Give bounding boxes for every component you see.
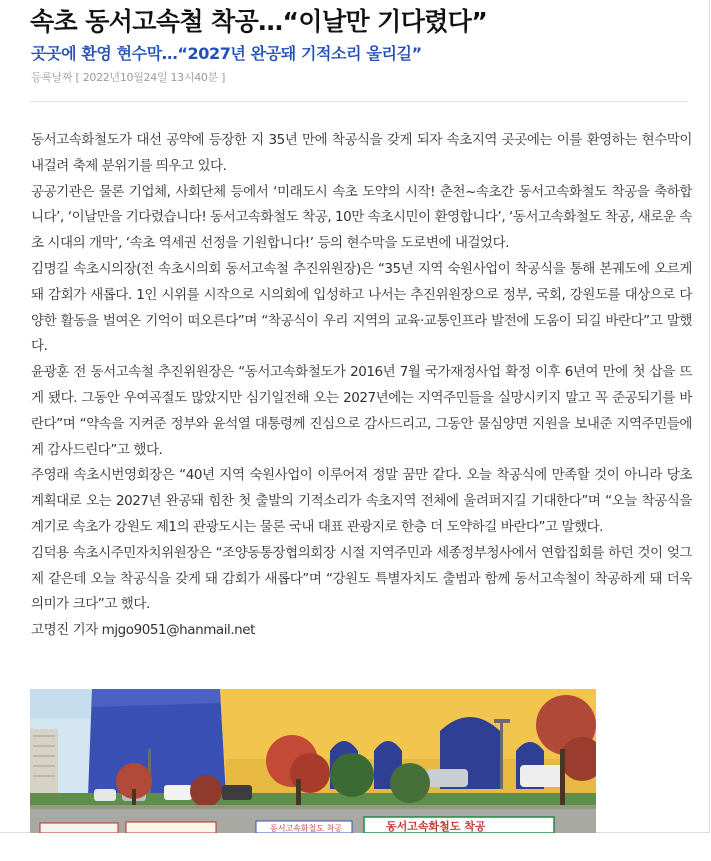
- photo-banner-main-text: 동서고속화철도 착공: [386, 820, 486, 833]
- article-photo: [30, 689, 596, 833]
- meta-date: [ 2022년10월24일 13시40분 ]: [75, 71, 226, 84]
- photo-tree-red: [190, 775, 222, 807]
- photo-tree-green: [330, 753, 374, 797]
- photo-banner: [40, 823, 118, 833]
- paragraph-2: 공공기관은 물론 기업체, 사회단체 등에서 ‘미래도시 속초 도약의 시작! 춘천~속초간 동서고속화철도 착공을 축하합니다’, ‘이날만을 기다렸습니다! 동서고속화철도 착공, 10만 속초시민이 환영합니다’, ‘동서고속화철도 착공, 새로운 속초 시대의 개막’, ‘속초 역세권 선정을 기원합니다!’ 등의 현수막을 도로변에 내걸었다.: [31, 183, 692, 252]
- paragraph-6: 김덕용 속초시주민자치위원장은 “조양동통장협의회장 시절 지역주민과 세종정부청사에서 연합집회를 하던 것이 엊그제 같은데 오늘 착공식을 갖게 돼 감회가 새롭다”며 “강원도 특별자치도 출범과 함께 동서고속철이 착공하게 돼 더욱 의미가 크다”고 했다.: [31, 544, 692, 613]
- paragraph-1: 동서고속화철도가 대선 공약에 등장한 지 35년 만에 착공식을 갖게 되자 속초지역 곳곳에는 이를 환영하는 현수막이 내걸려 축제 분위기를 띄우고 있다.: [31, 132, 692, 174]
- photo-banner-text: 동서고속화철도 착공: [270, 824, 343, 833]
- photo-car: [426, 769, 468, 787]
- article-byline: 고명진 기자 mjgo9051@hanmail.net: [31, 622, 255, 639]
- photo-car: [164, 785, 192, 800]
- header-divider: [30, 101, 688, 102]
- photo-banner: [126, 822, 216, 833]
- article-subheadline: 곳곳에 환영 현수막…“2027년 완공돼 기적소리 울리길”: [31, 44, 422, 63]
- article-body: [31, 128, 692, 644]
- meta-label: 등록날짜: [31, 71, 73, 84]
- photo-car: [94, 789, 116, 801]
- photo-car: [222, 785, 252, 800]
- paragraph-5: 주영래 속초시번영회장은 “40년 지역 숙원사업이 이루어져 정말 꿈만 같다. 오늘 착공식에 만족할 것이 아니라 당초 계획대로 오는 2027년 완공돼 힘찬 첫 출발의 기적소리가 속초지역 전체에 울려퍼지길 기대한다”며 “오늘 착공식을 계기로 속초가 강원도 제1의 관광도시는 물론 국내 대표 관광지로 한층 더 도약하길 바란다”고 말했다.: [31, 467, 692, 535]
- article-headline: 속초 동서고속철 착공…“이날만 기다렸다”: [30, 7, 488, 36]
- photo-lamp: [500, 719, 503, 789]
- photo-car: [520, 765, 564, 787]
- article-meta: [31, 69, 225, 85]
- photo-tree-green: [390, 763, 430, 803]
- paragraph-4: 윤광훈 전 동서고속철 추진위원장은 “동서고속화철도가 2016년 7월 국가재정사업 확정 이후 6년여 만에 첫 삽을 뜨게 됐다. 그동안 우여곡절도 많았지만 심기일전해 오는 2027년에는 지역주민들을 실망시키지 말고 꼭 준공되기를 바란다”며 “약속을 지켜준 정부와 윤석열 대통령께 진심으로 감사드리고, 그동안 물심양면 지원을 보내준 지역주민들에게 감사드린다”고 했다.: [31, 364, 692, 458]
- paragraph-3: 김명길 속초시의장(전 속초시의회 동서고속철 추진위원장)은 “35년 지역 숙원사업이 착공식을 통해 본궤도에 오르게 돼 감회가 새롭다. 1인 시위를 시작으로 시의회에 입성하고 나서는 추진위원장으로 정부, 국회, 강원도를 대상으로 다양한 활동을 벌여온 기억이 떠오른다”며 “착공식이 우리 지역의 교육·교통인프라 발전에 도움이 되길 바란다”고 말했다.: [31, 260, 692, 355]
